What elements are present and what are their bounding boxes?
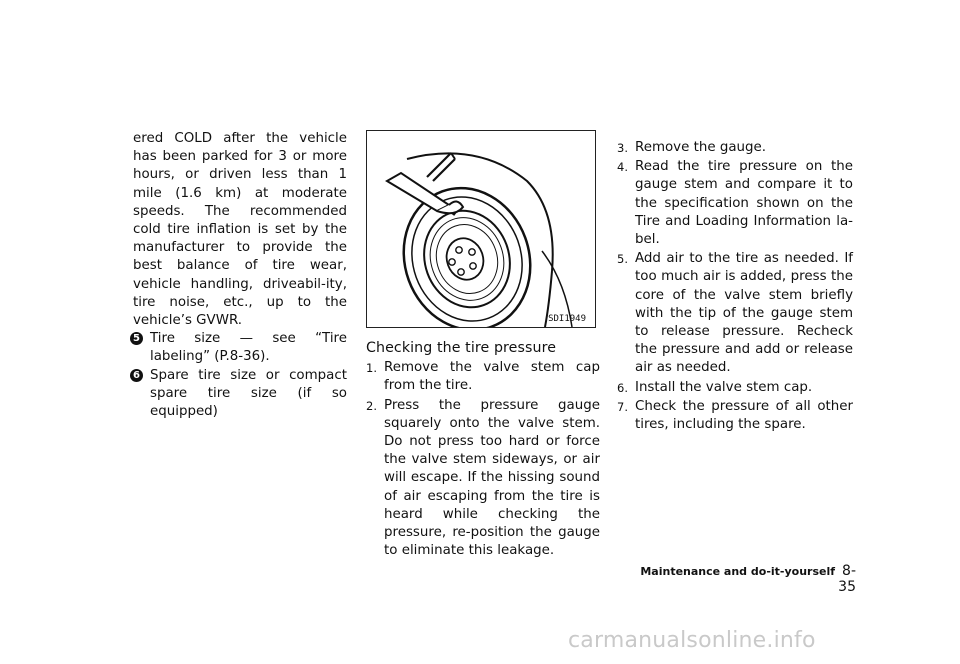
watermark-text[interactable]: carmanualsonline.info <box>568 628 816 653</box>
step-item <box>366 359 600 395</box>
step-number: 2. <box>366 398 377 413</box>
step-text: Install the valve stem cap. <box>635 379 813 395</box>
section-title: Maintenance and do-it-yourself <box>640 565 836 578</box>
step-number: 1. <box>366 361 377 376</box>
text-column-3 <box>617 139 853 435</box>
section-heading: Checking the tire pressure <box>366 340 557 356</box>
step-number: 3. <box>617 141 628 155</box>
step-text: Remove the gauge. <box>635 140 767 155</box>
step-text: Add air to the tire as needed. If too much air is added, press the core of the valve stem briefly with the tip of the gauge stem to release pressure. Recheck the pressure and add or release air as needed. <box>635 251 853 376</box>
step-number: 5. <box>617 252 628 267</box>
step-item <box>617 158 853 249</box>
page-footer <box>636 563 856 595</box>
tire-gauge-illustration <box>366 130 596 328</box>
list-item-text: Spare tire size or compact spare tire size (if so equipped) <box>150 367 347 420</box>
step-text: Press the pressure gauge squarely onto the valve stem. Do not press too hard or force the valve stem sideways, or air will escape. If the hissing sound of air escaping from the tire is heard while checking the pressure, re-position the gauge to eliminate this leakage. <box>384 397 600 559</box>
step-number: 7. <box>617 399 628 414</box>
continued-paragraph: ered COLD after the vehicle has been parked for 3 or more hours, or driven less than 1 mile (1.6 km) at moderate speeds. The recommended cold tire inflation is set by the manufacturer to provide the best balance of tire wear, vehicle handling, driveabil-ity, tire noise, etc., up to the vehicle’s GVWR. <box>133 131 347 329</box>
figure-code: SDI1949 <box>548 314 586 324</box>
step-item <box>617 139 853 157</box>
text-column-1 <box>133 130 347 421</box>
list-item-6 <box>133 367 347 422</box>
step-text: Read the tire pressure on the gauge stem and compare it to the specification shown on the Tire and Loading Information la-bel. <box>635 159 853 248</box>
page-number: 8-35 <box>838 563 856 595</box>
list-item-text: Tire size — see “Tire labeling” (P.8-36). <box>150 331 347 365</box>
text-column-2 <box>366 339 600 561</box>
tire-illustration-drawing <box>367 131 595 327</box>
circled-number-5: 5 <box>130 332 143 345</box>
step-item <box>617 250 853 377</box>
step-text: Remove the valve stem cap from the tire. <box>384 360 600 394</box>
circled-number-6: 6 <box>130 369 143 382</box>
step-number: 6. <box>617 380 628 395</box>
list-item-5 <box>133 330 347 366</box>
step-item <box>366 397 600 561</box>
step-item <box>617 398 853 434</box>
step-number: 4. <box>617 160 628 175</box>
step-text: Check the pressure of all other tires, including the spare. <box>635 398 853 433</box>
step-item <box>617 379 853 397</box>
